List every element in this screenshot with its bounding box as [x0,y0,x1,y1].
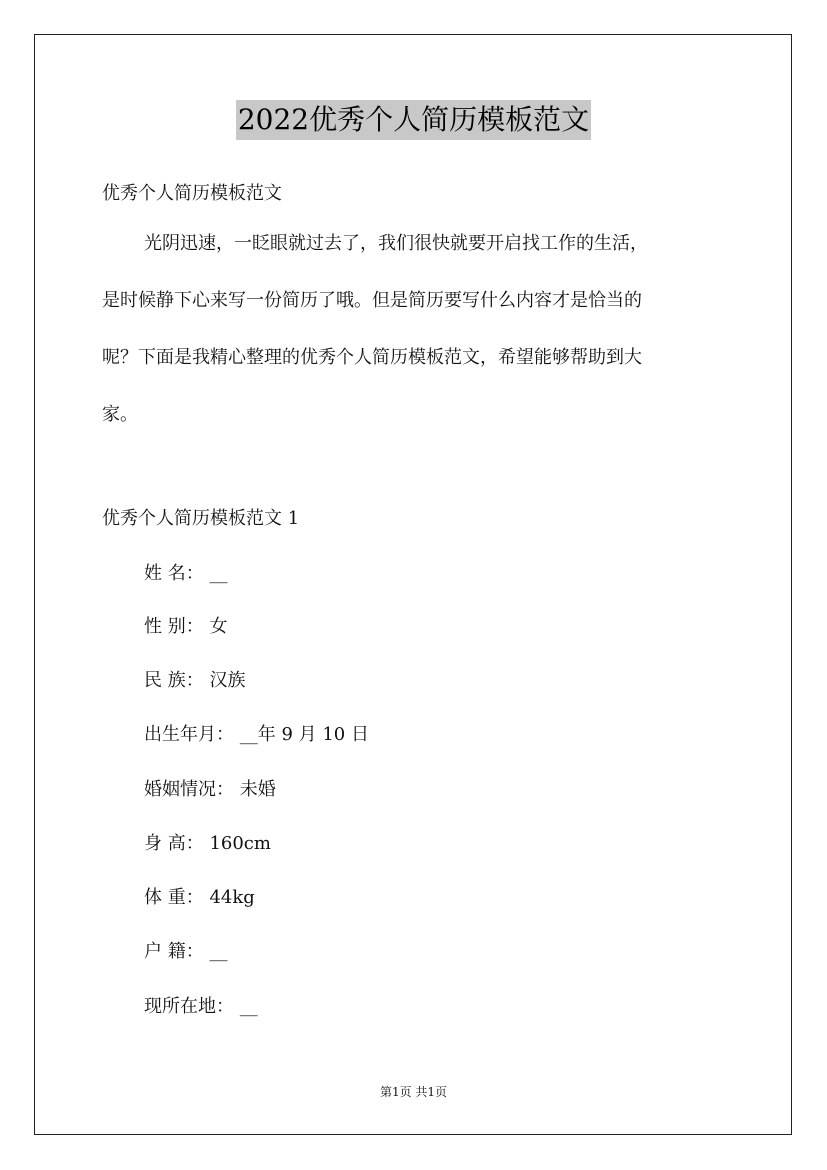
page-number-footer: 第1页 共1页 [379,1085,448,1099]
field-gender: 性 别： 女 [144,616,228,637]
intro-line: 光阴迅速，一眨眼就过去了，我们很快就要开启找工作的生活， [144,233,648,254]
field-height: 身 高： 160cm [144,833,271,854]
field-marital-status: 婚姻情况： 未婚 [144,779,276,800]
document-title: 2022优秀个人简历模板范文 [236,100,591,140]
intro-paragraph [102,230,728,458]
field-weight: 体 重： 44kg [144,887,255,908]
intro-line: 家。 [102,404,138,425]
document-subtitle: 优秀个人简历模板范文 [102,183,282,204]
field-name: 姓 名： __ [144,563,228,584]
field-household-registration: 户 籍： __ [144,941,228,962]
field-current-location: 现所在地： __ [144,996,258,1017]
field-ethnicity: 民 族： 汉族 [144,670,246,691]
intro-line: 是时候静下心来写一份简历了哦。但是简历要写什么内容才是恰当的 [102,290,642,311]
field-birth-date: 出生年月： __年 9 月 10 日 [144,724,369,745]
intro-line: 呢？下面是我精心整理的优秀个人简历模板范文，希望能够帮助到大 [102,347,642,368]
section-title: 优秀个人简历模板范文 1 [102,508,300,529]
title-container [0,100,827,140]
